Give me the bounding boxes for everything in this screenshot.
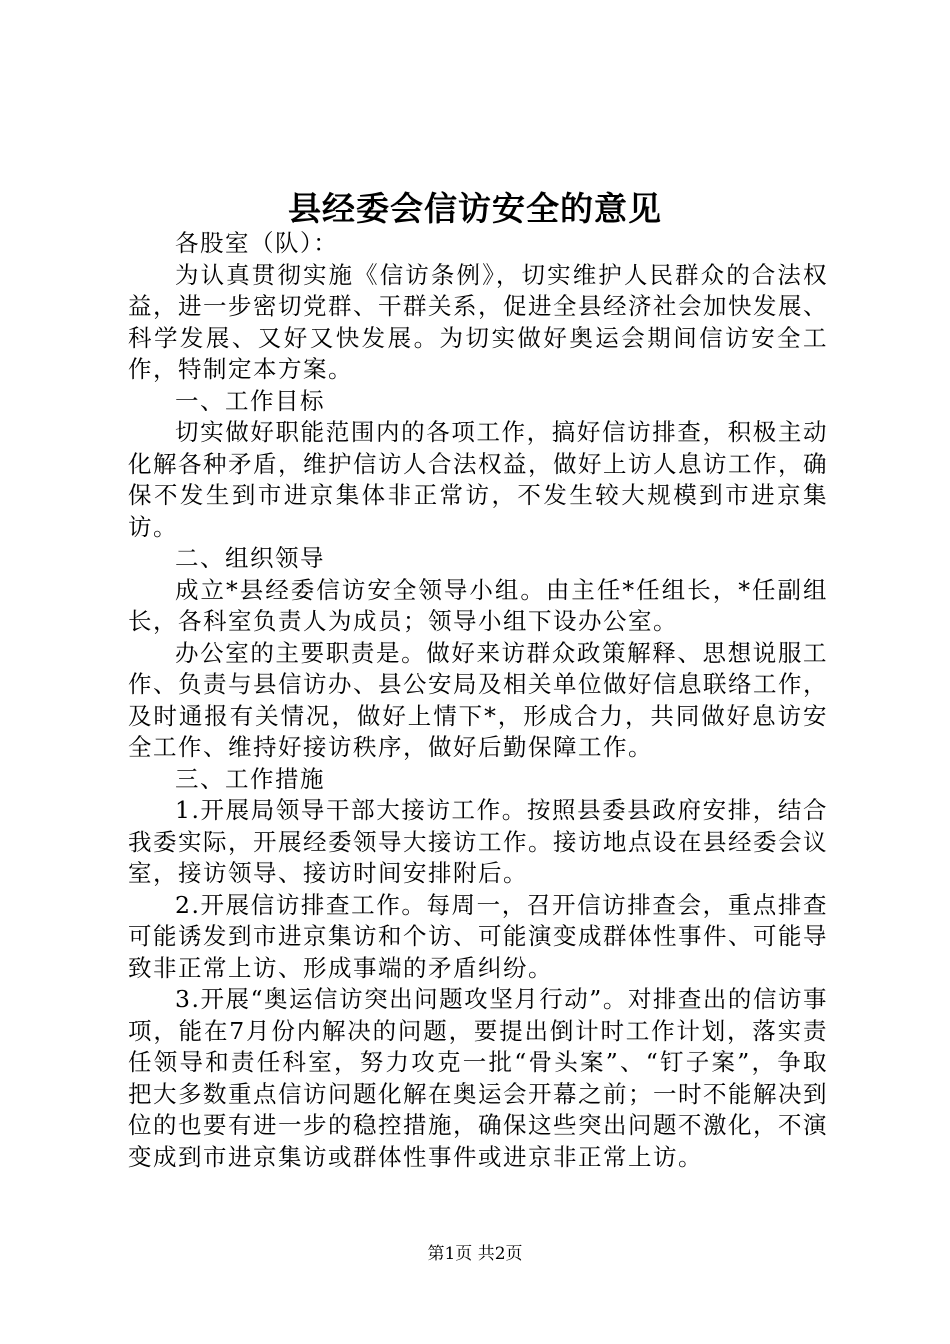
section-heading-measures: 三、工作措施 <box>175 764 325 793</box>
measure-item-3: 3.开展“奥运信访突出问题攻坚月行动”。对排查出的信访事项，能在7月份内解决的问题，要提出倒计时工作计划，落实责任领导和责任科室，努力攻克一批“骨头案”、“钉子案”，争取把大多数重点信访问题化解在奥运会开幕之前；一时不能解决到位的也要有进一步的稳控措施，确保这些突出问题不激化，不演变成到市进京集访或群体性事件或进京非正常上访。 <box>128 985 828 1171</box>
page-number-footer: 第1页 共2页 <box>427 1244 523 1264</box>
office-duties-paragraph: 办公室的主要职责是。做好来访群众政策解释、思想说服工作、负责与县信访办、县公安局及相关单位做好信息联络工作，及时通报有关情况，做好上情下*，形成合力，共同做好息访安全工作、维持好接访秩序，做好后勤保障工作。 <box>128 638 828 761</box>
measure-item-1: 1.开展局领导干部大接访工作。按照县委县政府安排，结合我委实际，开展经委领导大接访工作。接访地点设在县经委会议室，接访领导、接访时间安排附后。 <box>128 796 828 887</box>
goals-paragraph: 切实做好职能范围内的各项工作，搞好信访排查，积极主动化解各种矛盾，维护信访人合法权益，做好上访人息访工作，确保不发生到市进京集体非正常访，不发生较大规模到市进京集访。 <box>128 418 828 541</box>
measure-item-2: 2.开展信访排查工作。每周一，召开信访排查会，重点排查可能诱发到市进京集访和个访、可能演变成群体性事件、可能导致非正常上访、形成事端的矛盾纠纷。 <box>128 890 828 982</box>
document-body <box>128 228 828 1173</box>
section-heading-organization: 二、组织领导 <box>175 544 325 572</box>
section-heading-goals: 一、工作目标 <box>175 386 325 415</box>
organization-paragraph: 成立*县经委信访安全领导小组。由主任*任组长，*任副组长，各科室负责人为成员；领导小组下设办公室。 <box>128 575 828 635</box>
intro-paragraph: 为认真贯彻实施《信访条例》，切实维护人民群众的合法权益，进一步密切党群、干群关系，促进全县经济社会加快发展、科学发展、又好又快发展。为切实做好奥运会期间信访安全工作，特制定本方案。 <box>128 260 828 383</box>
document-title: 县经委会信访安全的意见 <box>288 189 662 228</box>
salutation: 各股室（队）： <box>175 229 339 257</box>
